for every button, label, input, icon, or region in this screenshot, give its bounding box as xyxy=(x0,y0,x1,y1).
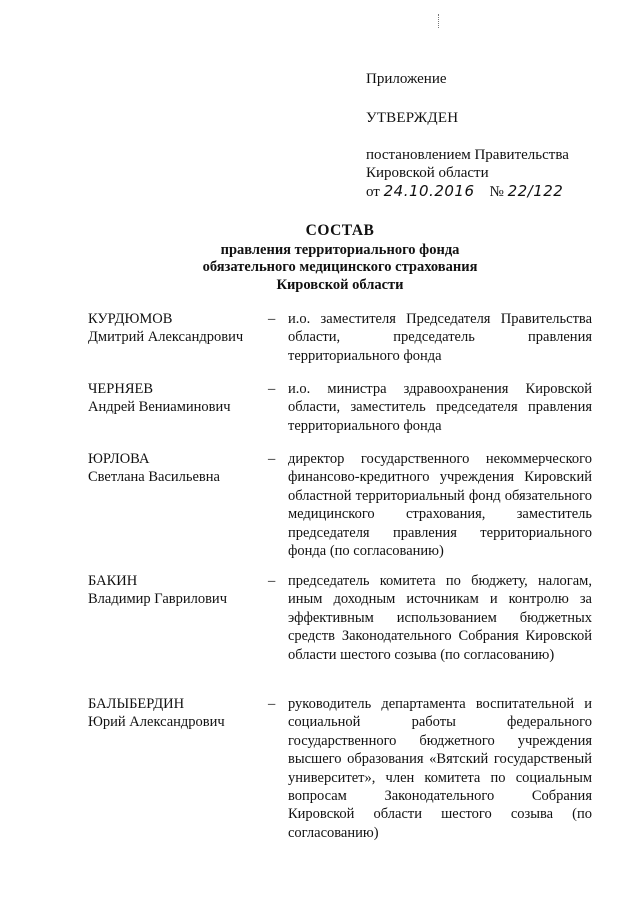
member-role: председатель комитета по бюджету, налогам, иным доходным источникам и контролю за эффективным использованием бюджетных средств Законодательного Собрания Кировской области шестого созыва (по согласованию) xyxy=(288,573,592,663)
member-dash: – xyxy=(268,381,276,397)
heading-title: СОСТАВ xyxy=(305,222,375,239)
date-number-line xyxy=(366,182,616,201)
member-given-name: Владимир Гаврилович xyxy=(88,591,227,608)
heading-line-2: обязательного медицинского страхования xyxy=(202,259,478,275)
member-name xyxy=(88,450,268,572)
member-entry xyxy=(88,572,592,695)
handwritten-date: 24.10.2016 xyxy=(383,182,475,200)
member-surname: ЮРЛОВА xyxy=(88,451,150,467)
member-given-name: Андрей Вениаминович xyxy=(88,399,231,416)
member-surname: КУРДЮМОВ xyxy=(88,311,173,327)
member-entry xyxy=(88,310,592,380)
member-dash: – xyxy=(268,696,276,712)
approved-label: УТВЕРЖДЕН xyxy=(366,110,459,126)
member-given-name: Юрий Александрович xyxy=(88,714,225,731)
decree-line-1: постановлением Правительства xyxy=(366,147,569,163)
member-role: и.о. министра здравоохранения Кировской области, заместитель председателя правления территориального фонда xyxy=(288,381,592,434)
member-surname: БАЛЫБЕРДИН xyxy=(88,696,185,712)
number-prefix: № xyxy=(489,184,504,200)
handwritten-number: 22/122 xyxy=(507,182,564,200)
heading-line-3: Кировской области xyxy=(276,276,404,293)
approval-block xyxy=(366,70,616,201)
member-dash: – xyxy=(268,451,276,467)
member-name xyxy=(88,695,268,835)
member-surname: БАКИН xyxy=(88,573,138,589)
member-name xyxy=(88,310,268,380)
member-surname: ЧЕРНЯЕВ xyxy=(88,381,154,397)
member-role: и.о. заместителя Председателя Правительства области, председатель правления территориального фонда xyxy=(288,311,592,364)
document-heading xyxy=(100,222,580,294)
member-name xyxy=(88,380,268,450)
member-dash: – xyxy=(268,311,276,327)
scan-mark xyxy=(438,14,441,28)
appendix-label: Приложение xyxy=(366,71,447,87)
member-entry xyxy=(88,450,592,572)
heading-line-1: правления территориального фонда xyxy=(220,241,460,258)
member-given-name: Светлана Васильевна xyxy=(88,469,220,486)
member-name xyxy=(88,572,268,695)
member-entry xyxy=(88,695,592,841)
decree-line-2: Кировской области xyxy=(366,165,489,181)
member-role: руководитель департамента воспитательной и социальной работы федерального государственного бюджетного учреждения высшего образования «Вятский государственый университет», член комитета по социальным вопросам Законодательного Собрания Кировской области шестого созыва (по согласованию) xyxy=(288,696,592,841)
member-dash: – xyxy=(268,573,276,589)
date-prefix: от xyxy=(366,184,380,200)
member-role: директор государственного некоммерческого финансово-кредитного учреждения Кировский областной территориальный фонд обязательного медицинского страхования, заместитель председателя правления территориального фонда (по согласованию) xyxy=(288,451,592,560)
member-given-name: Дмитрий Александрович xyxy=(88,329,244,346)
member-entry xyxy=(88,380,592,450)
members-list xyxy=(88,310,592,841)
